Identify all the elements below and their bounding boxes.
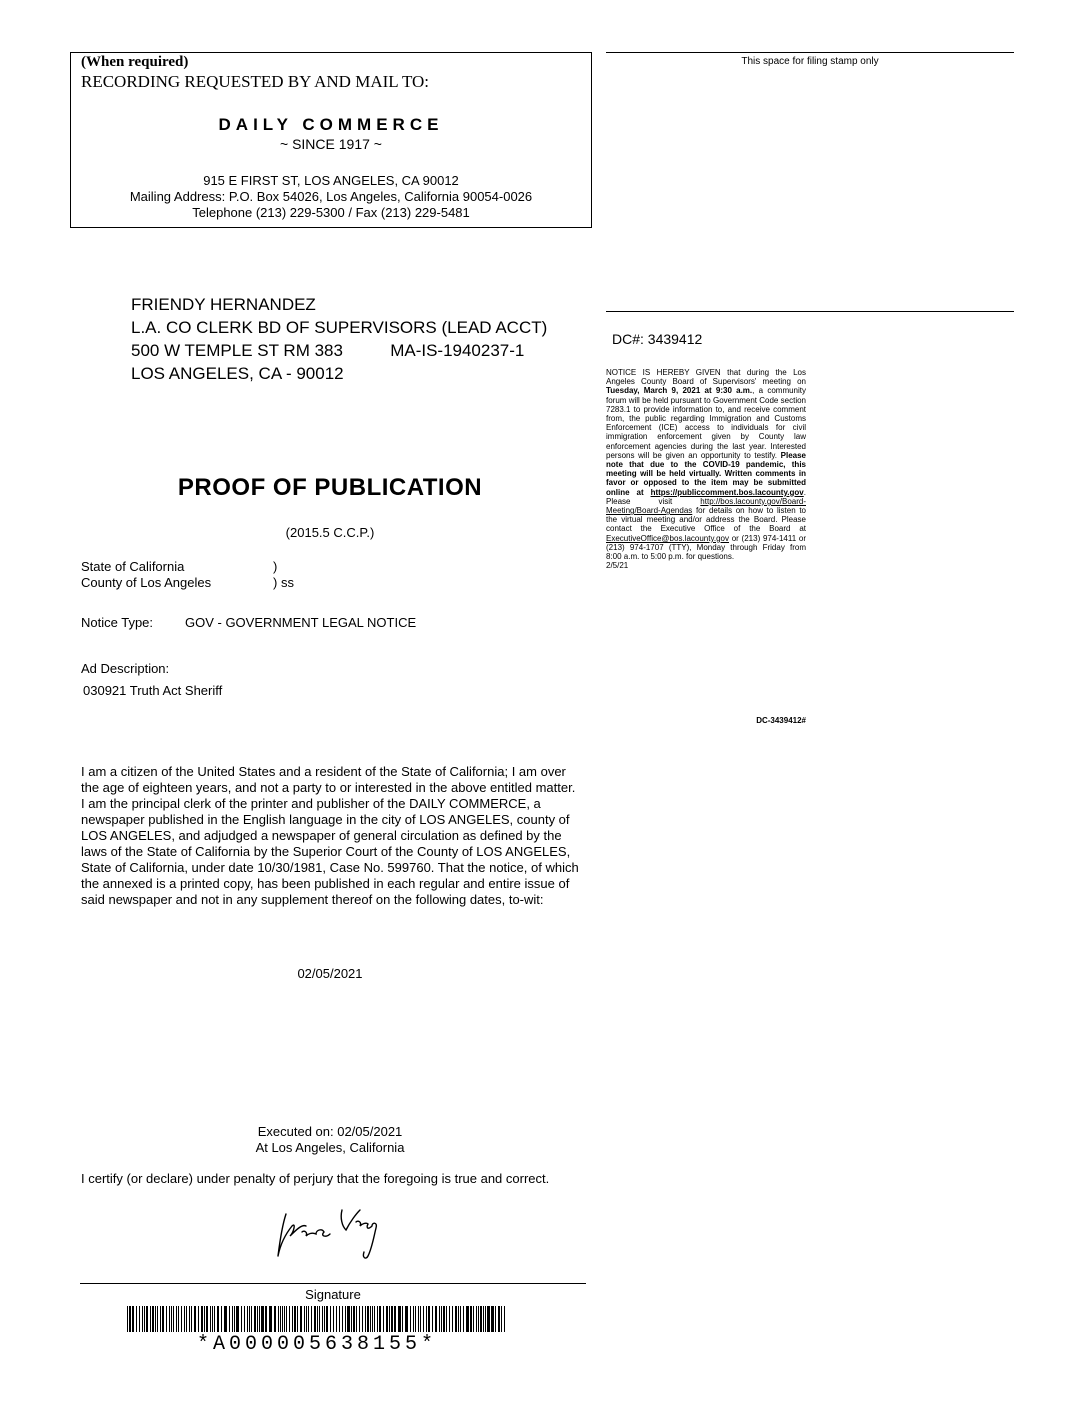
barcode-bar xyxy=(351,1306,352,1332)
barcode-bar xyxy=(144,1306,145,1332)
recording-request-box xyxy=(70,52,592,228)
barcode-bar xyxy=(402,1306,403,1332)
barcode-bar xyxy=(247,1306,248,1332)
barcode-bar xyxy=(191,1306,192,1332)
barcode-bar xyxy=(330,1306,331,1332)
notice-type-label: Notice Type: xyxy=(81,615,154,630)
barcode-bar xyxy=(152,1306,154,1332)
ad-description-value: 030921 Truth Act Sheriff xyxy=(83,683,223,698)
barcode-bar xyxy=(184,1306,185,1332)
barcode-bar xyxy=(345,1306,346,1332)
publisher-mailing: Mailing Address: P.O. Box 54026, Los Angeles, California 90054-0026 xyxy=(129,189,533,204)
venue-county: County of Los Angeles xyxy=(81,575,212,590)
barcode-bar xyxy=(452,1306,453,1332)
barcode-bar xyxy=(229,1306,230,1332)
publisher-address xyxy=(71,173,591,221)
barcode-bar xyxy=(374,1306,375,1332)
barcode-bar xyxy=(347,1306,350,1332)
executed-block xyxy=(80,1124,580,1156)
venue-state: State of California xyxy=(81,559,185,574)
barcode-bar xyxy=(146,1306,148,1332)
barcode-bar xyxy=(466,1306,469,1332)
barcode-bar xyxy=(359,1306,360,1332)
barcode-bar xyxy=(473,1306,474,1332)
barcode-bar xyxy=(265,1306,267,1332)
ad-description-label: Ad Description: xyxy=(81,661,170,676)
barcode-bar xyxy=(232,1306,233,1332)
barcode-bar xyxy=(333,1306,334,1332)
barcode-bar xyxy=(504,1306,505,1332)
barcode-bar xyxy=(458,1306,459,1332)
barcode-bar xyxy=(160,1306,161,1332)
executed-on: Executed on: 02/05/2021 xyxy=(257,1124,403,1139)
barcode-bar xyxy=(186,1306,187,1332)
barcode-bar xyxy=(155,1306,156,1332)
filing-stamp-note: This space for filing stamp only xyxy=(741,56,879,67)
barcode-bar xyxy=(362,1306,363,1332)
barcode-bar xyxy=(495,1306,496,1332)
barcode-bar xyxy=(189,1306,190,1332)
filing-stamp-divider xyxy=(606,52,1014,53)
barcode-bar xyxy=(443,1306,445,1332)
barcode-bar xyxy=(386,1306,388,1332)
dc-number: DC#: 3439412 xyxy=(612,331,703,347)
notice-covid-note: Please note that due to the COVID-19 pandemic, this meeting will be held virtually. Written comments in favor or opposed to the item may be submitted online at xyxy=(606,450,806,497)
barcode-bar xyxy=(236,1306,239,1332)
barcode-bar xyxy=(463,1306,464,1332)
barcode-bar xyxy=(249,1306,250,1332)
notice-link-comment[interactable]: https://publiccomment.bos.lacounty.gov xyxy=(650,487,804,497)
barcode-bar xyxy=(441,1306,442,1332)
barcode-bar xyxy=(157,1306,158,1332)
barcode-bar xyxy=(142,1306,143,1332)
barcode-bar xyxy=(206,1306,208,1332)
notice-text-2: , a community forum will be held pursuant to Government Code section 7283.1 to provide information to, and receive comment from, the public regarding Immigration and Customs Enforcement (ICE) access to individuals for civil immigration enforcement given by County law enforcement agencies during the last year. Interested persons will be given an opportunity to testify. xyxy=(606,386,806,460)
barcode-bar xyxy=(269,1306,272,1332)
barcode-bar xyxy=(173,1306,174,1332)
barcode-bar xyxy=(339,1306,340,1332)
barcode-bar xyxy=(129,1306,131,1332)
addressee-line2: L.A. CO CLERK BD OF SUPERVISORS (LEAD ACCT) xyxy=(131,318,548,337)
notice-link-agendas[interactable]: http://bos.lacounty.gov/Board-Meeting/Board-Agendas xyxy=(606,496,806,516)
when-required: (When required) xyxy=(81,54,189,70)
barcode-bar xyxy=(194,1306,196,1332)
barcode-bar xyxy=(204,1306,205,1332)
barcode-bar xyxy=(501,1306,502,1332)
barcode-bar xyxy=(480,1306,482,1332)
barcode-bar xyxy=(478,1306,479,1332)
barcode-bar xyxy=(476,1306,477,1332)
barcode-bar xyxy=(274,1306,276,1332)
barcode-bar xyxy=(244,1306,245,1332)
barcode-bar xyxy=(212,1306,213,1332)
barcode-bar xyxy=(292,1306,293,1332)
barcode-bar xyxy=(483,1306,484,1332)
executed-at: At Los Angeles, California xyxy=(255,1140,405,1155)
page-title: PROOF OF PUBLICATION xyxy=(177,474,483,501)
addressee-account: MA-IS-1940237-1 xyxy=(390,341,525,360)
notice-meeting-date: Tuesday, March 9, 2021 at 9:30 a.m. xyxy=(606,386,753,396)
barcode-bar xyxy=(289,1306,290,1332)
barcode-bar xyxy=(254,1306,256,1332)
barcode-bar xyxy=(322,1306,323,1332)
barcode-bar xyxy=(162,1306,164,1332)
barcode-bar xyxy=(127,1306,128,1332)
barcode-bar xyxy=(342,1306,343,1332)
barcode-bar xyxy=(297,1306,298,1332)
barcode-bar xyxy=(423,1306,424,1332)
barcode-bar xyxy=(284,1306,285,1332)
barcode-bar xyxy=(181,1306,182,1332)
barcode-bar xyxy=(282,1306,283,1332)
notice-text-1: NOTICE IS HEREBY GIVEN that during the Los Angeles County Board of Supervisors' meeting on xyxy=(606,368,806,387)
barcode-bar xyxy=(150,1306,151,1332)
barcode-bar xyxy=(171,1306,172,1332)
publisher-telephone: Telephone (213) 229-5300 / Fax (213) 229-5481 xyxy=(192,205,470,220)
publisher-name: DAILY COMMERCE xyxy=(218,115,444,134)
barcode-bar xyxy=(214,1306,215,1332)
barcode-bar xyxy=(356,1306,357,1332)
addressee-street-row xyxy=(131,339,547,362)
barcode-bar xyxy=(278,1306,279,1332)
barcode-bar xyxy=(280,1306,281,1332)
venue-ss: ) ss xyxy=(273,575,294,590)
barcode-bar xyxy=(383,1306,384,1332)
barcode-bar xyxy=(221,1306,222,1332)
handwritten-signature xyxy=(272,1196,392,1268)
barcode-bar xyxy=(391,1306,393,1332)
signature-label: Signature xyxy=(305,1287,361,1302)
barcode-bar xyxy=(370,1306,371,1332)
barcode-bar xyxy=(435,1306,437,1332)
barcode-bar xyxy=(294,1306,296,1332)
barcode-bar xyxy=(306,1306,307,1332)
barcode-bar xyxy=(367,1306,369,1332)
perjury-certification: I certify (or declare) under penalty of perjury that the foregoing is true and correct. xyxy=(81,1171,550,1186)
barcode-bar xyxy=(314,1306,316,1332)
barcode-bar xyxy=(259,1306,260,1332)
notice-text-4: for details on how to listen to the virtual meeting and/or address the Board. Please contact the Executive Office of the Board at xyxy=(606,506,806,534)
barcode-bar xyxy=(415,1306,416,1332)
barcode-bar xyxy=(446,1306,447,1332)
barcode-bar xyxy=(286,1306,287,1332)
barcode-bar xyxy=(251,1306,252,1332)
barcode-bar xyxy=(455,1306,457,1332)
barcode-bar xyxy=(420,1306,421,1332)
barcode-bar xyxy=(241,1306,242,1332)
addressee-city: LOS ANGELES, CA - 90012 xyxy=(131,364,344,383)
notice-code: DC-3439412# xyxy=(756,716,806,725)
barcode-bar xyxy=(426,1306,427,1332)
barcode-bar xyxy=(319,1306,320,1332)
barcode-bar xyxy=(132,1306,134,1332)
barcode-bar xyxy=(498,1306,500,1332)
barcode-bar xyxy=(261,1306,264,1332)
notice-text-3: . Please visit xyxy=(606,487,806,506)
barcode-bar xyxy=(336,1306,337,1332)
barcode-bar xyxy=(428,1306,430,1332)
addressee-block xyxy=(131,293,547,385)
barcode-bar xyxy=(432,1306,433,1332)
barcode-bar xyxy=(365,1306,366,1332)
addressee-name: FRIENDY HERNANDEZ xyxy=(131,295,316,314)
barcode-bar xyxy=(405,1306,408,1332)
publisher-street: 915 E FIRST ST, LOS ANGELES, CA 90012 xyxy=(203,173,459,188)
barcode-bar xyxy=(201,1306,203,1332)
barcode-bar xyxy=(198,1306,199,1332)
barcode-bar xyxy=(234,1306,235,1332)
barcode-bar xyxy=(439,1306,440,1332)
signature-line xyxy=(80,1283,586,1284)
barcode-bar xyxy=(449,1306,450,1332)
publisher-since: ~ SINCE 1917 ~ xyxy=(280,136,382,152)
notice-text-5: or (213) 974-1411 or (213) 974-1707 (TTY), Monday through Friday from 8:00 a.m. to 5:00 p.m. for questions. xyxy=(606,533,806,562)
barcode-bar xyxy=(304,1306,305,1332)
venue-paren: ) xyxy=(273,559,278,574)
addressee-street: 500 W TEMPLE ST RM 383 xyxy=(131,341,343,360)
barcode-text: *A000005638155* xyxy=(196,1333,438,1356)
barcode-bar xyxy=(178,1306,179,1332)
barcode-bar xyxy=(487,1306,490,1332)
recording-requested-heading: RECORDING REQUESTED BY AND MAIL TO: xyxy=(81,72,430,91)
barcode-bar xyxy=(224,1306,227,1332)
barcode-bar xyxy=(166,1306,167,1332)
barcode-bar xyxy=(389,1306,390,1332)
barcode-bar xyxy=(379,1306,381,1332)
barcode-bar xyxy=(326,1306,328,1332)
barcode-bar xyxy=(410,1306,411,1332)
barcode-bar xyxy=(311,1306,312,1332)
annexed-notice xyxy=(606,368,806,570)
barcode-bar xyxy=(418,1306,419,1332)
barcode-bar xyxy=(485,1306,486,1332)
barcode-bar xyxy=(300,1306,302,1332)
barcode-bar xyxy=(317,1306,318,1332)
barcode-bar xyxy=(491,1306,494,1332)
barcode-bar xyxy=(372,1306,373,1332)
affidavit-text: I am a citizen of the United States and a resident of the State of California; I am over the age of eighteen years, and not a party to or interested in the above entitled matter. I am the principal clerk of the printer and publisher of the DAILY COMMERCE, a newspaper published in the English language in the city of LOS ANGELES, county of LOS ANGELES, and adjudged a newspaper of general circulation as defined by the laws of the State of California by the Superior Court of the County of LOS ANGELES, State of California, under date 10/30/1981, Case No. 599760. That the notice, of which the annexed is a printed copy, has been published in each regular and entire issue of said newspaper and not in any supplement thereof on the following dates, to-wit: xyxy=(81,764,579,907)
barcode-bar xyxy=(377,1306,378,1332)
dc-divider xyxy=(606,311,1014,312)
barcode-bar xyxy=(413,1306,414,1332)
barcode-bar xyxy=(398,1306,401,1332)
barcode-bar xyxy=(210,1306,211,1332)
notice-link-email[interactable]: ExecutiveOffice@bos.lacounty.gov xyxy=(606,533,729,543)
barcode-bar xyxy=(217,1306,219,1332)
barcode-bar xyxy=(169,1306,170,1332)
ccp-reference: (2015.5 C.C.P.) xyxy=(285,525,375,540)
barcode-bar xyxy=(470,1306,472,1332)
barcode-bar xyxy=(460,1306,461,1332)
barcode-bar xyxy=(394,1306,396,1332)
barcode-bar xyxy=(257,1306,258,1332)
barcode-bar xyxy=(308,1306,309,1332)
barcode-bar xyxy=(324,1306,325,1332)
barcode-bar xyxy=(353,1306,355,1332)
barcode-bar xyxy=(176,1306,177,1332)
barcode-bar xyxy=(136,1306,137,1332)
publication-date: 02/05/2021 xyxy=(297,966,363,981)
notice-type-value: GOV - GOVERNMENT LEGAL NOTICE xyxy=(185,615,417,630)
notice-date: 2/5/21 xyxy=(606,561,629,571)
barcode-bar xyxy=(139,1306,140,1332)
